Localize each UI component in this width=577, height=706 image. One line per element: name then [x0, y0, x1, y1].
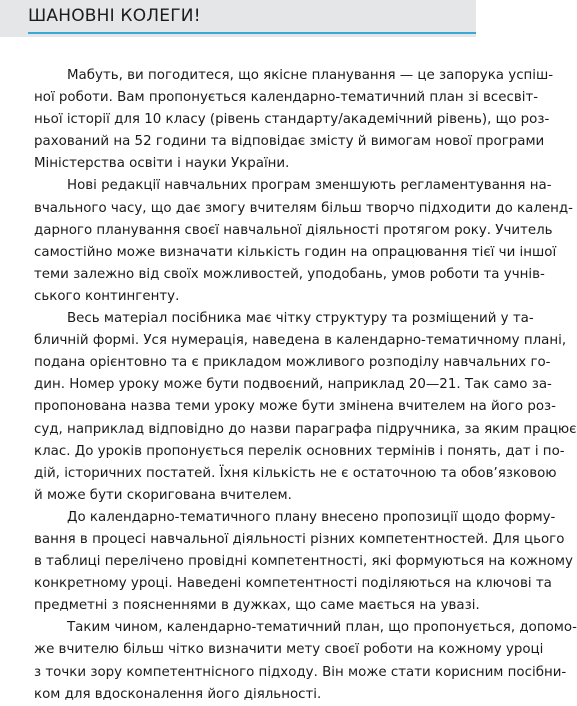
text-line: пропонована назва теми уроку може бути змінена вчителем на його роз- — [34, 399, 556, 415]
text-line: Весь матеріал посібника має чітку структуру та розміщений у та- — [67, 311, 534, 327]
text-line: дарного планування своєї навчальної діяльності протягом року. Учитель — [34, 222, 553, 238]
text-line: з точки зору компетентнісного підходу. Він може стати корисним посібни- — [34, 664, 567, 680]
header-accent-rule — [28, 32, 476, 34]
text-line: ком для вдосконалення його діяльності. — [34, 686, 322, 702]
text-line: рахований на 52 години та відповідає змісту й вимогам нової програми — [34, 134, 545, 150]
text-line: бличній формі. Уся нумерація, наведена в календарно-тематичному плані, — [34, 333, 567, 349]
text-line: клас. До уроків пропонується перелік основних термінів і понять, дат і по- — [34, 443, 565, 459]
text-line: Нові редакції навчальних програм зменшують регламентування на- — [67, 178, 552, 194]
text-line: конкретному уроці. Наведені компетентності поділяються на ключові та — [34, 576, 552, 592]
text-line: подана орієнтовно та є прикладом можливого розподілу навчальних го- — [34, 355, 551, 371]
text-line: вання в процесі навчальної діяльності різних компетентностей. Для цього — [34, 531, 565, 547]
text-line: суд, наприклад відповідно до назви параграфа підручника, за яким працює — [34, 421, 577, 437]
text-line: вчального часу, що дає змогу вчителям більш творчо підходити до календ- — [34, 200, 573, 216]
text-line: ної роботи. Вам пропонується календарно-тематичний план зі всесвіт- — [34, 90, 539, 106]
page-title: ШАНОВНІ КОЛЕГИ! — [28, 6, 201, 26]
text-line: предметні з поясненнями в дужках, що саме мається на увазі. — [34, 598, 480, 614]
text-line: До календарно-тематичного плану внесено пропозиції щодо форму- — [67, 509, 556, 525]
text-line: же вчителю більш чітко визначити мету своєї роботи на кожному уроці — [34, 642, 544, 658]
text-line: в таблиці перелічено провідні компетентності, які формуються на кожному — [34, 554, 573, 570]
text-line: теми залежно від своїх можливостей, уподобань, умов роботи та учнів- — [34, 266, 545, 282]
text-line: самостійно може визначати кількість годин на опрацювання тієї чи іншої — [34, 244, 557, 260]
text-line: ньої історії для 10 класу (рівень стандарту/академічний рівень), що роз- — [34, 112, 550, 128]
body-text — [34, 65, 577, 706]
text-line: Міністерства освіти і науки України. — [34, 156, 290, 172]
text-line: дин. Номер уроку може бути подвоєний, наприклад 20—21. Так само за- — [34, 377, 552, 393]
text-line: й може бути скоригована вчителем. — [34, 487, 292, 503]
text-line: Мабуть, ви погодитеся, що якісне планування — це запорука успіш- — [67, 68, 554, 83]
text-line: Таким чином, календарно-тематичний план, що пропонується, допомо- — [67, 620, 577, 636]
page-header — [0, 0, 476, 37]
text-line: дій, історичних постатей. Їхня кількість не є остаточною та обов’язковою — [34, 465, 557, 481]
text-line: ського контингенту. — [34, 288, 180, 304]
